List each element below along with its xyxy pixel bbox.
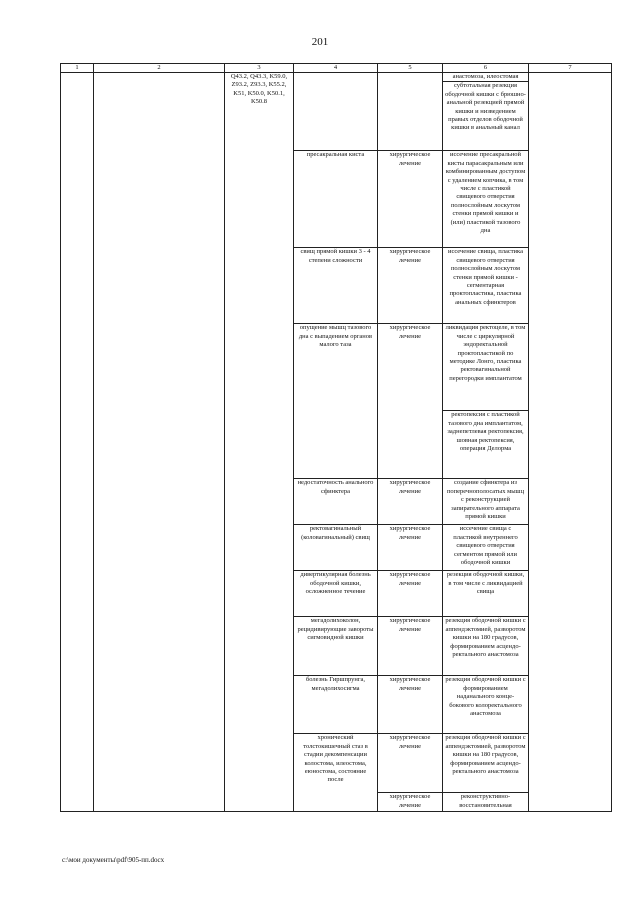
- treatment-cell: хирургическое лечение: [378, 793, 443, 812]
- empty-cell: [378, 73, 443, 151]
- col-header: 4: [294, 64, 378, 73]
- empty-cell: [529, 73, 612, 812]
- method-cell: субтотальная резекция ободочной кишки с брюшно-анальной резекцией прямой кишки и низведением правых отделов ободочной кишки в анальный канал: [443, 82, 529, 151]
- condition-cell: хронический толстокишечный стаз в стадии декомпенсации колостома, илеостома, еюностома, состояние после: [294, 734, 378, 812]
- col-header: 2: [94, 64, 225, 73]
- condition-cell: болезнь Гиршпрунга, мегадолихосигма: [294, 676, 378, 734]
- treatment-cell: хирургическое лечение: [378, 151, 443, 248]
- method-cell: иссечение пресакральной кисты парасакральным или комбинированным доступом с удалением копчика, в том числе с пластикой свищевого отверстия полнослойным лоскутом стенки прямой кишки и (или) пластикой тазового дна: [443, 151, 529, 248]
- condition-cell: свищ прямой кишки 3 - 4 степени сложности: [294, 248, 378, 324]
- method-cell: иссечение свища с пластикой внутреннего свищевого отверстия сегментом прямой или ободочной кишки: [443, 525, 529, 571]
- condition-cell: ректовагинальный (коловагинальный) свищ: [294, 525, 378, 571]
- treatment-cell: хирургическое лечение: [378, 617, 443, 676]
- treatment-cell: хирургическое лечение: [378, 676, 443, 734]
- col-header: 5: [378, 64, 443, 73]
- continuation-row: [61, 73, 612, 82]
- icd-codes: Q43.2, Q43.3, K59.0, Z93.2, Z93.3, K55.2, K51, K50.0, K50.1, K50.8: [225, 73, 294, 812]
- footer-path: c:\мои документы\pdf\905-пп.docx: [62, 856, 165, 864]
- method-cell: анастомоза, илеостомая: [443, 73, 529, 82]
- treatment-cell: хирургическое лечение: [378, 248, 443, 324]
- condition-cell: дивертикулярная болезнь ободочной кишки, осложненное течение: [294, 571, 378, 617]
- treatment-cell: хирургическое лечение: [378, 571, 443, 617]
- procedures-table: [60, 63, 612, 812]
- treatment-cell: хирургическое лечение: [378, 734, 443, 793]
- treatment-cell: хирургическое лечение: [378, 525, 443, 571]
- method-cell: резекция ободочной кишки с формированием наданального конце-бокового колоректального анастомоза: [443, 676, 529, 734]
- col-header: 3: [225, 64, 294, 73]
- method-cell: реконструктивно-восстановительная: [443, 793, 529, 812]
- method-cell: ректопексия с пластикой тазового дна имплантатом, заднепетлевая ректопексия, шовная ректопексия, операция Делорма: [443, 411, 529, 479]
- method-cell: создание сфинктера из поперечнополосатых мышц с реконструкцией запирательного аппарата прямой кишки: [443, 479, 529, 525]
- condition-cell: недостаточность анального сфинктера: [294, 479, 378, 525]
- page-number: 201: [311, 36, 329, 48]
- condition-cell: пресакральная киста: [294, 151, 378, 248]
- col-header: 6: [443, 64, 529, 73]
- method-cell: резекция ободочной кишки, в том числе с ликвидацией свища: [443, 571, 529, 617]
- col-header: 7: [529, 64, 612, 73]
- condition-cell: опущение мышц тазового дна с выпадением органов малого таза: [294, 324, 378, 479]
- method-cell: иссечение свища, пластика свищевого отверстия полнослойным лоскутом стенки прямой кишки - сегментарная проктопластика, пластика анальных сфинктеров: [443, 248, 529, 324]
- method-cell: резекция ободочной кишки с аппендэктомией, разворотом кишки на 180 градусов, формированием асцендо-ректального анастомоза: [443, 734, 529, 793]
- method-cell: резекция ободочной кишки с аппендэктомией, разворотом кишки на 180 градусов, формированием асцендо-ректального анастомоза: [443, 617, 529, 676]
- treatment-cell: хирургическое лечение: [378, 324, 443, 479]
- empty-cell: [94, 73, 225, 812]
- empty-cell: [61, 73, 94, 812]
- treatment-cell: хирургическое лечение: [378, 479, 443, 525]
- header-row: [61, 64, 612, 73]
- method-cell: ликвидация ректоцеле, в том числе с циркулярной эндоректальной проктопластикой по методике Лонго, пластика ректовагинальной перегородки имплантатом: [443, 324, 529, 411]
- empty-cell: [294, 73, 378, 151]
- col-header: 1: [61, 64, 94, 73]
- condition-cell: мегадолихоколон, рецидивирующие завороты сигмовидной кишки: [294, 617, 378, 676]
